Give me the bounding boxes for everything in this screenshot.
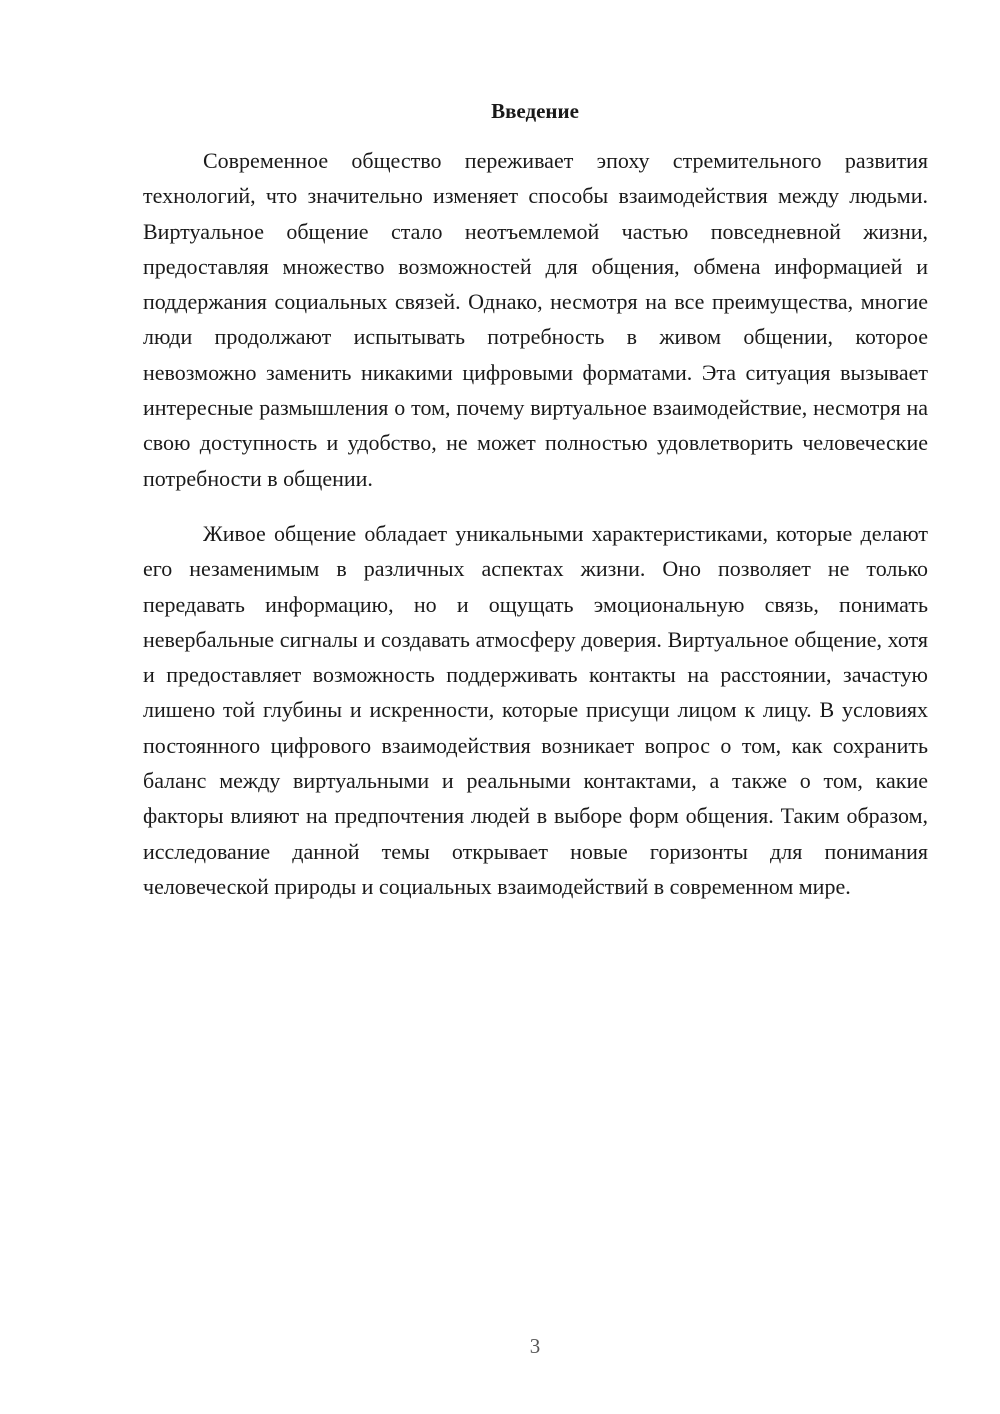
section-heading: Введение <box>491 99 579 123</box>
body-text <box>143 143 928 904</box>
paragraph-1: Современное общество переживает эпоху стремительного развития технологий, что значительно изменяет способы взаимодействия между людьми. Виртуальное общение стало неотъемлемой частью повседневной жизни, предоставляя множество возможностей для общения, обмена информацией и поддержания социальных связей. Однако, несмотря на все преимущества, многие люди продолжают испытывать потребность в живом общении, которое невозможно заменить никакими цифровыми форматами. Эта ситуация вызывает интересные размышления о том, почему виртуальное взаимодействие, несмотря на свою доступность и удобство, не может полностью удовлетворить человеческие потребности в общении. <box>143 148 928 491</box>
page-number: 3 <box>529 1334 541 1358</box>
paragraph-2: Живое общение обладает уникальными характеристиками, которые делают его незаменимым в различных аспектах жизни. Оно позволяет не только передавать информацию, но и ощущать эмоциональную связь, понимать невербальные сигналы и создавать атмосферу доверия. Виртуальное общение, хотя и предоставляет возможность поддерживать контакты на расстоянии, зачастую лишено той глубины и искренности, которые присущи лицом к лицу. В условиях постоянного цифрового взаимодействия возникает вопрос о том, как сохранить баланс между виртуальными и реальными контактами, а также о том, какие факторы влияют на предпочтения людей в выборе форм общения. Таким образом, исследование данной темы открывает новые горизонты для понимания человеческой природы и социальных взаимодействий в современном мире. <box>143 520 928 899</box>
